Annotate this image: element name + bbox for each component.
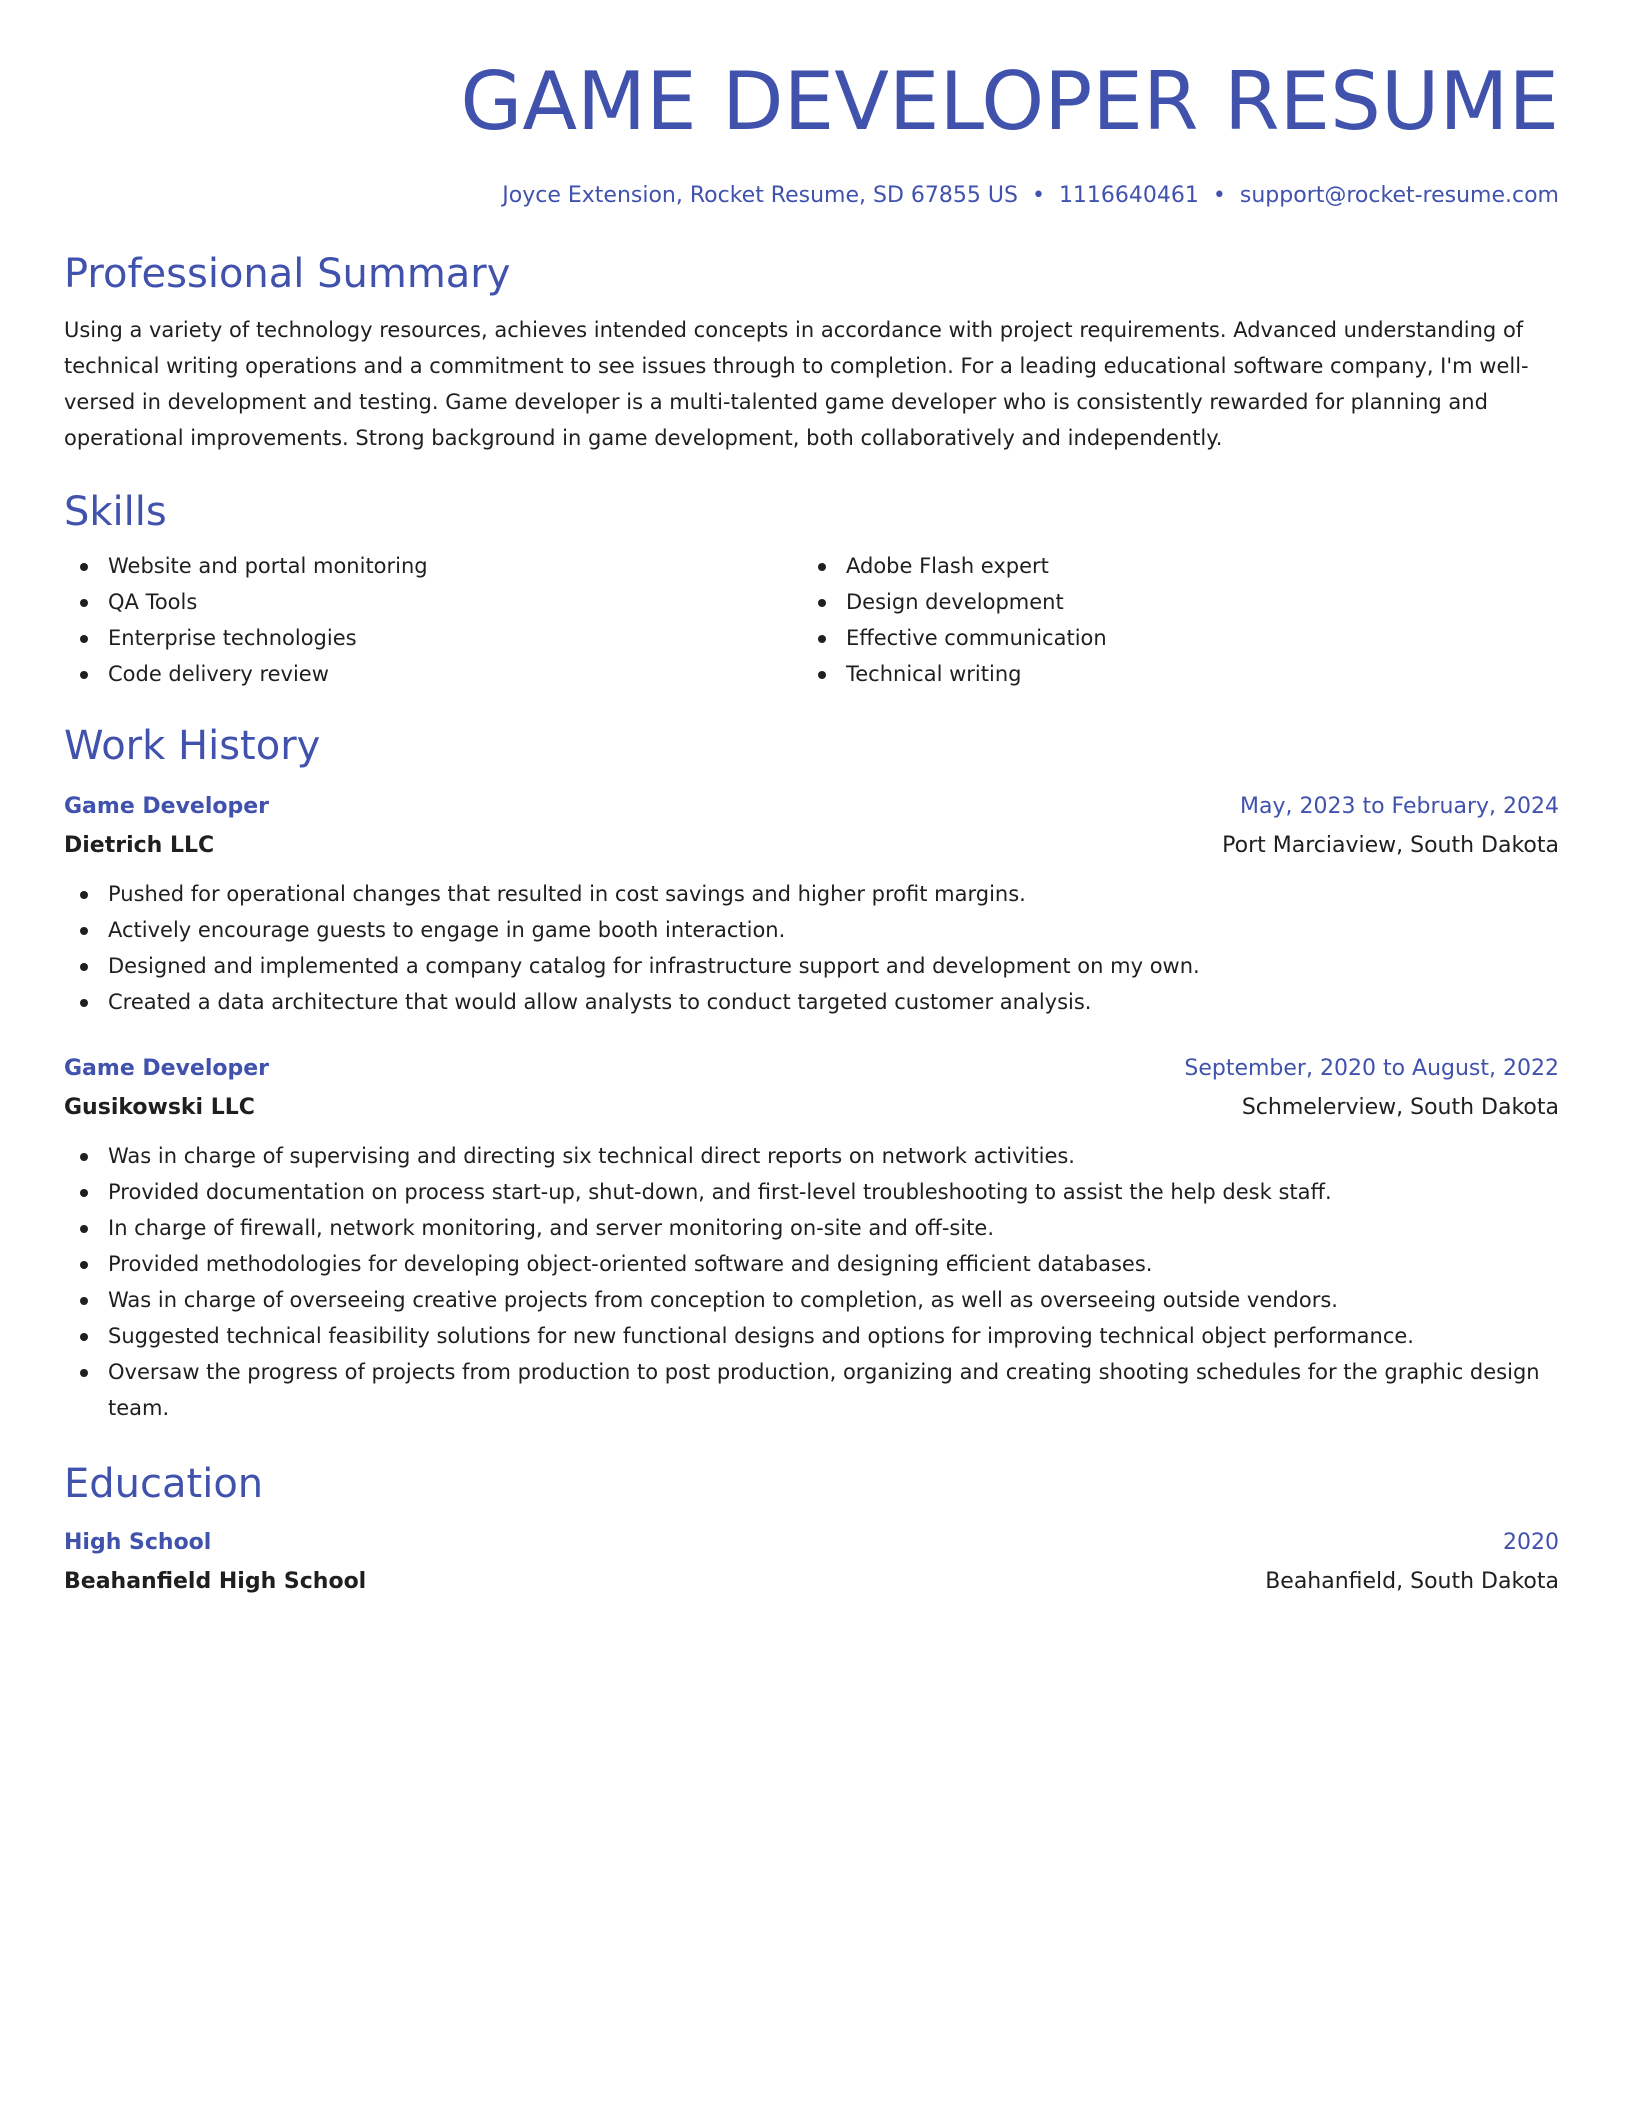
job-location: Port Marciaview, South Dakota — [1222, 833, 1559, 858]
education-location: Beahanfield, South Dakota — [1265, 1569, 1559, 1594]
job-role: Game Developer — [64, 794, 270, 819]
education-degree: High School — [64, 1530, 212, 1555]
education-entry — [64, 1524, 1559, 1602]
job-company-row — [64, 826, 1559, 866]
job-bullet: Designed and implemented a company catalog for infrastructure support and development on my own. — [64, 948, 1559, 984]
summary-text: Using a variety of technology resources, achieves intended concepts in accordance with project requirements. Advanced understanding of technical writing operations and a commitment to see issues through to completion. For a leading educational software company, I'm well-versed in development and testing. Game developer is a multi-talented game developer who is consistently rewarded for planning and operational improvements. Strong background in game development, both collaboratively and independently. — [64, 318, 1529, 450]
job-header-row — [64, 788, 1559, 826]
job-dates: September, 2020 to August, 2022 — [1184, 1056, 1559, 1081]
skill-item: Code delivery review — [64, 656, 802, 692]
job-bullet: In charge of firewall, network monitoring, and server monitoring on-site and off-site. — [64, 1210, 1559, 1246]
job-bullet: Actively encourage guests to engage in game booth interaction. — [64, 912, 1559, 948]
job-company-row — [64, 1088, 1559, 1128]
bullet-separator: • — [1212, 183, 1226, 208]
resume-page — [64, 0, 1559, 1602]
skill-item: Effective communication — [802, 620, 1540, 656]
job-bullet: Oversaw the progress of projects from production to post production, organizing and creating shooting schedules for the graphic design team. — [64, 1354, 1559, 1426]
job-company: Gusikowski LLC — [64, 1095, 255, 1120]
job-bullet: Created a data architecture that would allow analysts to conduct targeted customer analysis. — [64, 984, 1559, 1020]
job-bullet: Was in charge of overseeing creative projects from conception to completion, as well as overseeing outside vendors. — [64, 1282, 1559, 1318]
skills-list-left — [64, 548, 802, 692]
job-entry — [64, 1050, 1559, 1426]
section-title-skills: Skills — [64, 489, 167, 535]
job-bullet: Pushed for operational changes that resulted in cost savings and higher profit margins. — [64, 876, 1559, 912]
job-company: Dietrich LLC — [64, 833, 215, 858]
resume-header — [64, 0, 1559, 212]
education-header-row — [64, 1524, 1559, 1562]
job-bullet: Was in charge of supervising and directing six technical direct reports on network activities. — [64, 1138, 1559, 1174]
skill-item: Website and portal monitoring — [64, 548, 802, 584]
job-role: Game Developer — [64, 1056, 270, 1081]
education-school-row — [64, 1562, 1559, 1602]
contact-line — [64, 180, 1559, 212]
job-dates: May, 2023 to February, 2024 — [1240, 794, 1559, 819]
bullet-separator: • — [1031, 183, 1045, 208]
job-bullets — [64, 1138, 1559, 1426]
contact-phone: 1116640461 — [1058, 183, 1199, 208]
job-bullet: Suggested technical feasibility solutions for new functional designs and options for improving technical object performance. — [64, 1318, 1559, 1354]
skills-list-right — [802, 548, 1540, 692]
section-title-work-history: Work History — [64, 723, 321, 769]
job-bullet: Provided documentation on process start-up, shut-down, and first-level troubleshooting to assist the help desk staff. — [64, 1174, 1559, 1210]
skill-item: Technical writing — [802, 656, 1540, 692]
education-year: 2020 — [1503, 1530, 1559, 1555]
section-title-education: Education — [64, 1461, 264, 1507]
contact-email: support@rocket-resume.com — [1239, 183, 1559, 208]
job-bullet: Provided methodologies for developing object-oriented software and designing efficient databases. — [64, 1246, 1559, 1282]
job-bullets — [64, 876, 1559, 1020]
education-school: Beahanfield High School — [64, 1569, 367, 1594]
contact-address: Joyce Extension, Rocket Resume, SD 67855 US — [502, 183, 1018, 208]
skills-grid — [64, 548, 1559, 692]
skill-item: Adobe Flash expert — [802, 548, 1540, 584]
job-header-row — [64, 1050, 1559, 1088]
job-entry — [64, 788, 1559, 1020]
job-location: Schmelerview, South Dakota — [1241, 1095, 1559, 1120]
skill-item: QA Tools — [64, 584, 802, 620]
skill-item: Enterprise technologies — [64, 620, 802, 656]
section-title-summary: Professional Summary — [64, 251, 511, 297]
skill-item: Design development — [802, 584, 1540, 620]
resume-title: GAME DEVELOPER RESUME — [460, 55, 1559, 148]
